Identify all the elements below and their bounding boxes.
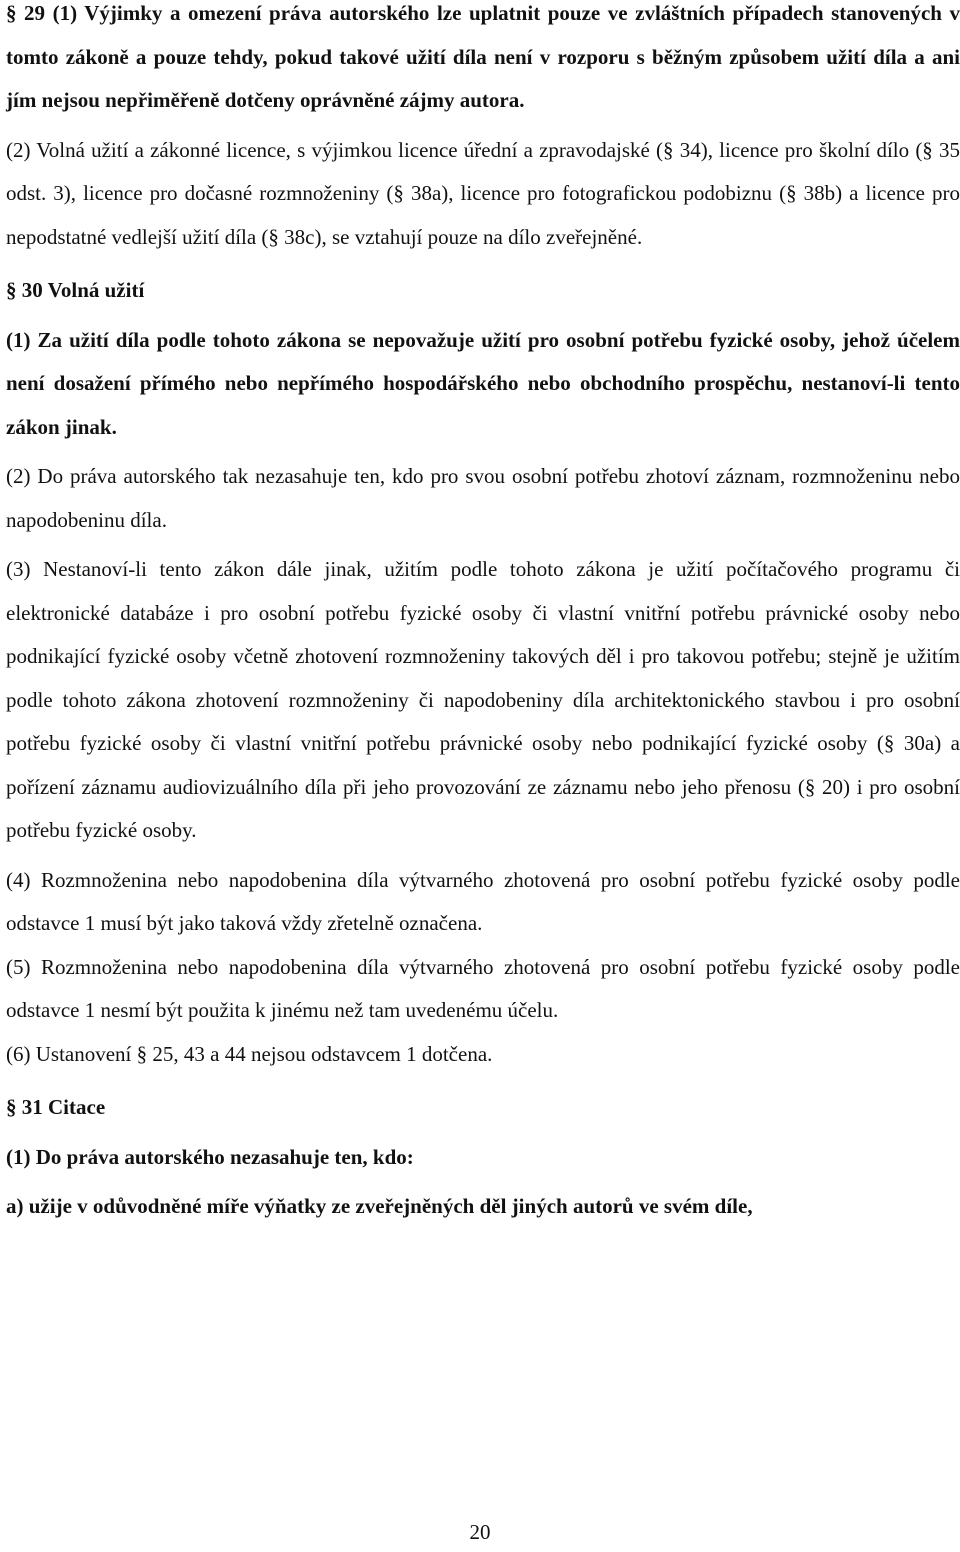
paragraph-30-3: (3) Nestanoví-li tento zákon dále jinak, užitím podle tohoto zákona je užití počítačového programu či elektronické databáze i pro osobní potřebu fyzické osoby či vlastní vnitřní potřebu právnické osoby nebo podnikající fyzické osoby včetně zhotovení rozmnoženiny takových děl i pro takovou potřebu; stejně je užitím podle tohoto zákona zhotovení rozmnoženiny či napodobeniny díla architektonického stavbou i pro osobní potřebu fyzické osoby či vlastní vnitřní potřebu právnické osoby nebo podnikající fyzické osoby (§ 30a) a pořízení záznamu audiovizuálního díla při jeho provozování ze záznamu nebo jeho přenosu (§ 20) i pro osobní potřebu fyzické osoby. (6, 557, 960, 842)
section-heading-30: § 30 Volná užití (6, 278, 145, 302)
paragraph-30-2: (2) Do práva autorského tak nezasahuje ten, kdo pro svou osobní potřebu zhotoví záznam, rozmnoženinu nebo napodobeninu díla. (6, 464, 960, 532)
paragraph-29-2: (2) Volná užití a zákonné licence, s výjimkou licence úřední a zpravodajské (§ 34), licence pro školní dílo (§ 35 odst. 3), licence pro dočasné rozmnoženiny (§ 38a), licence pro fotografickou podobiznu (§ 38b) a licence pro nepodstatné vedlejší užití díla (§ 38c), se vztahují pouze na dílo zveřejněné. (6, 137, 960, 249)
page-number: 20 (469, 1520, 491, 1544)
paragraph-30-1: (1) Za užití díla podle tohoto zákona se nepovažuje užití pro osobní potřebu fyzické osoby, jehož účelem není dosažení přímého nebo nepřímého hospodářského nebo obchodního prospěchu, nestanoví-li tento zákon jinak. (6, 327, 960, 439)
document-page (6, 0, 960, 1229)
paragraph-31-1: (1) Do práva autorského nezasahuje ten, kdo: (6, 1144, 414, 1169)
paragraph-30-6: (6) Ustanovení § 25, 43 a 44 nejsou odstavcem 1 dotčena. (6, 1041, 493, 1066)
paragraph-31-1-a: a) užije v odůvodněné míře výňatky ze zveřejněných děl jiných autorů ve svém díle, (6, 1194, 753, 1218)
section-heading-31: § 31 Citace (6, 1095, 106, 1119)
paragraph-30-5: (5) Rozmnoženina nebo napodobenina díla výtvarného zhotovená pro osobní potřebu fyzické osoby podle odstavce 1 nesmí být použita k jinému než tam uvedenému účelu. (6, 954, 960, 1022)
paragraph-30-4: (4) Rozmnoženina nebo napodobenina díla výtvarného zhotovená pro osobní potřebu fyzické osoby podle odstavce 1 musí být jako taková vždy zřetelně označena. (6, 867, 960, 935)
paragraph-29-1: § 29 (1) Výjimky a omezení práva autorského lze uplatnit pouze ve zvláštních případech stanovených v tomto zákoně a pouze tehdy, pokud takové užití díla není v rozporu s běžným způsobem užití díla a ani jím nejsou nepřiměřeně dotčeny oprávněné zájmy autora. (6, 1, 960, 112)
